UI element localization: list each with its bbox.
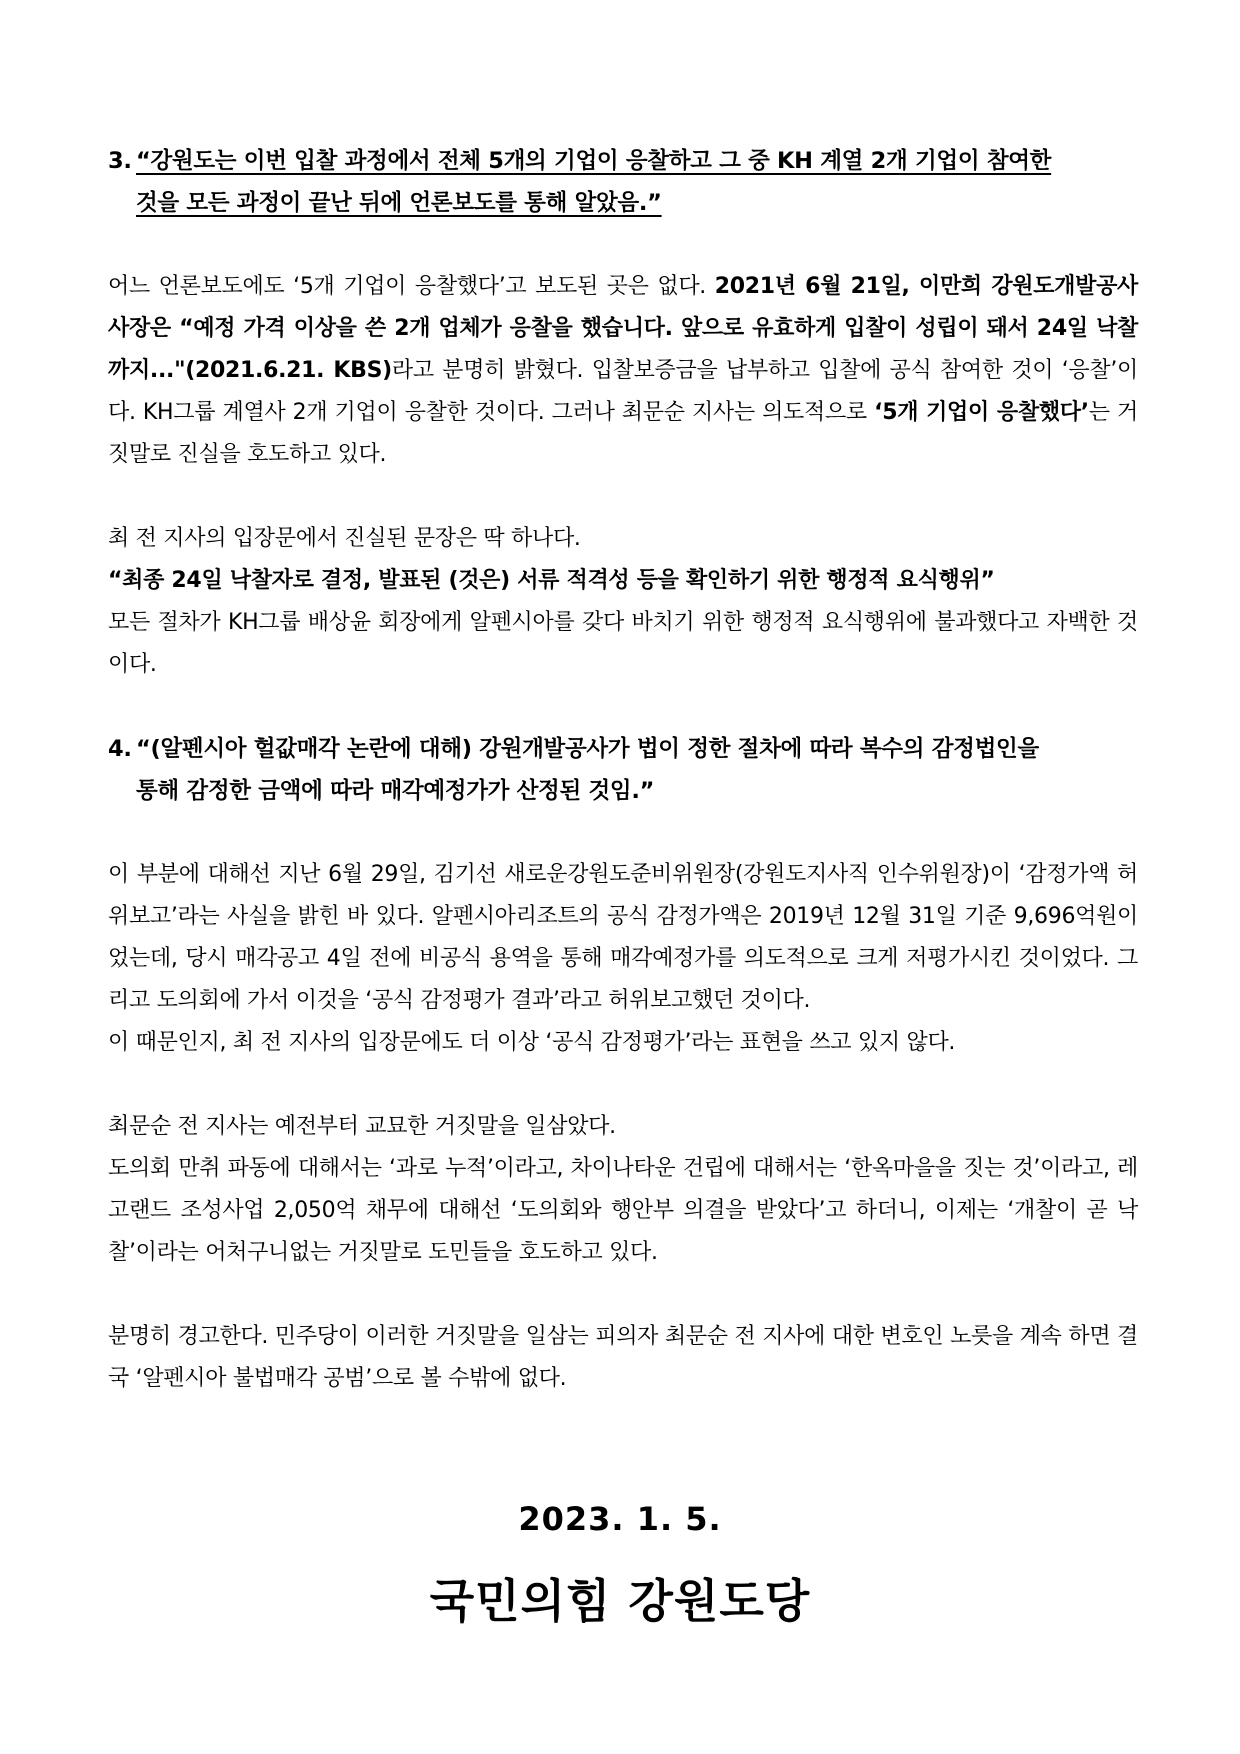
- paragraph-5-text: 분명히 경고한다. 민주당이 이러한 거짓말을 일삼는 피의자 최문순 전 지사에 대한 변호인 노릇을 계속 하면 결국 ‘알펜시아 불법매각 공범’으로 볼 수밖에 없다.: [108, 1324, 1138, 1391]
- section-4-heading: [108, 728, 1138, 812]
- paragraph-3-line2: 이 때문인지, 최 전 지사의 입장문에도 더 이상 ‘공식 감정평가’라는 표현을 쓰고 있지 않다.: [108, 1030, 956, 1055]
- release-date: 2023. 1. 5.: [518, 1500, 722, 1538]
- paragraph-1: [108, 266, 1138, 476]
- paragraph-4: [108, 1106, 1138, 1274]
- paragraph-5: [108, 1316, 1138, 1400]
- paragraph-2: [108, 518, 1138, 686]
- document-body: [108, 140, 1138, 1400]
- paragraph-1-s4: 참여한 것이 ‘응찰’이다. KH그룹 계열사 2개 기업이 응찰한 것이다. 그러나 최문순 지사는 의도적으로: [108, 358, 1138, 425]
- section-3-number: 3.: [108, 148, 132, 174]
- paragraph-2-quote: “최종 24일 낙찰자로 결정, 발표된 (것은) 서류 적격성 등을 확인하기 위한 행정적 요식행위”: [108, 568, 995, 593]
- paragraph-2-line3: 모든 절차가 KH그룹 배상윤 회장에게 알펜시아를 갖다 바치기 위한 행정적 요식행위에 불과했다고 자백한 것이다.: [108, 610, 1138, 677]
- paragraph-4-line1: 최문순 전 지사는 예전부터 교묘한 거짓말을 일삼았다.: [108, 1114, 616, 1139]
- paragraph-4-text: 도의회 만취 파동에 대해서는 ‘과로 누적’이라고, 차이나타운 건립에 대해서는 ‘한옥마을을 짓는 것’이라고, 레고랜드 조성사업 2,050억 채무에 대해선 ‘도의회와 행안부 의결을 받았다’고 하더니, 이제는 ‘개찰이 곧 낙찰’이라는 어처구니없는 거짓말로 도민들을 호도하고 있다.: [108, 1156, 1138, 1265]
- paragraph-1-s1: 어느 언론보도에도 ‘5개 기업이 응찰했다’고 보도된 곳은 없다.: [108, 274, 715, 299]
- section-3-title-line1: “강원도는 이번 입찰 과정에서 전체 5개의 기업이 응찰하고 그 중 KH 계열 2개 기업이 참여한: [136, 148, 1052, 174]
- section-3-heading: [108, 140, 1138, 224]
- paragraph-1-kbs-quote: 2021년 6월 21일, 이만희 강원도개발공사 사장은 “예정 가격 이상을 쓴 2개 업체가 응찰을 했습니다. 앞으로 유효하게 입찰이 성립이 돼서 24일 낙찰까지..."(2021.6.21. KBS): [108, 274, 1138, 383]
- paragraph-2-line1: 최 전 지사의 입장문에서 진실된 문장은 딱 하나다.: [108, 526, 581, 551]
- paragraph-1-bold-claim: ‘5개 기업이 응찰했다’: [874, 400, 1089, 425]
- organization-name: 국민의힘 강원도당: [429, 1574, 811, 1628]
- section-4-title-line2: 통해 감정한 금액에 따라 매각예정가가 산정된 것임.”: [136, 778, 655, 804]
- section-4-title-line1: “(알펜시아 헐값매각 논란에 대해) 강원개발공사가 법이 정한 절차에 따라 복수의 감정법인을: [136, 736, 1039, 762]
- paragraph-3: [108, 854, 1138, 1064]
- section-4-number: 4.: [108, 736, 132, 762]
- paragraph-3-text: 이 부분에 대해선 지난 6월 29일, 김기선 새로운강원도준비위원장(강원도지사직 인수위원장)이 ‘감정가액 허위보고’라는 사실을 밝힌 바 있다. 알펜시아리조트의 공식 감정가액은 2019년 12월 31일 기준 9,696억원이었는데, 당시 매각공고 4일 전에 비공식 용역을 통해 매각예정가를 의도적으로 크게 저평가시킨 것이었다. 그리고 도의회에 가서 이것을 ‘공식 감정평가 결과’라고 허위보고했던 것이다.: [108, 862, 1138, 1013]
- paragraph-1-s6: 는 거짓말로 진실을 호도하고 있다.: [108, 400, 1138, 467]
- section-3-title-line2: 것을 모든 과정이 끝난 뒤에 언론보도를 통해 알았음.”: [136, 190, 662, 216]
- paragraph-1-s3: 라고 분명히 밝혔다. 입찰보증금을 납부하고 입찰에 공식: [391, 358, 932, 383]
